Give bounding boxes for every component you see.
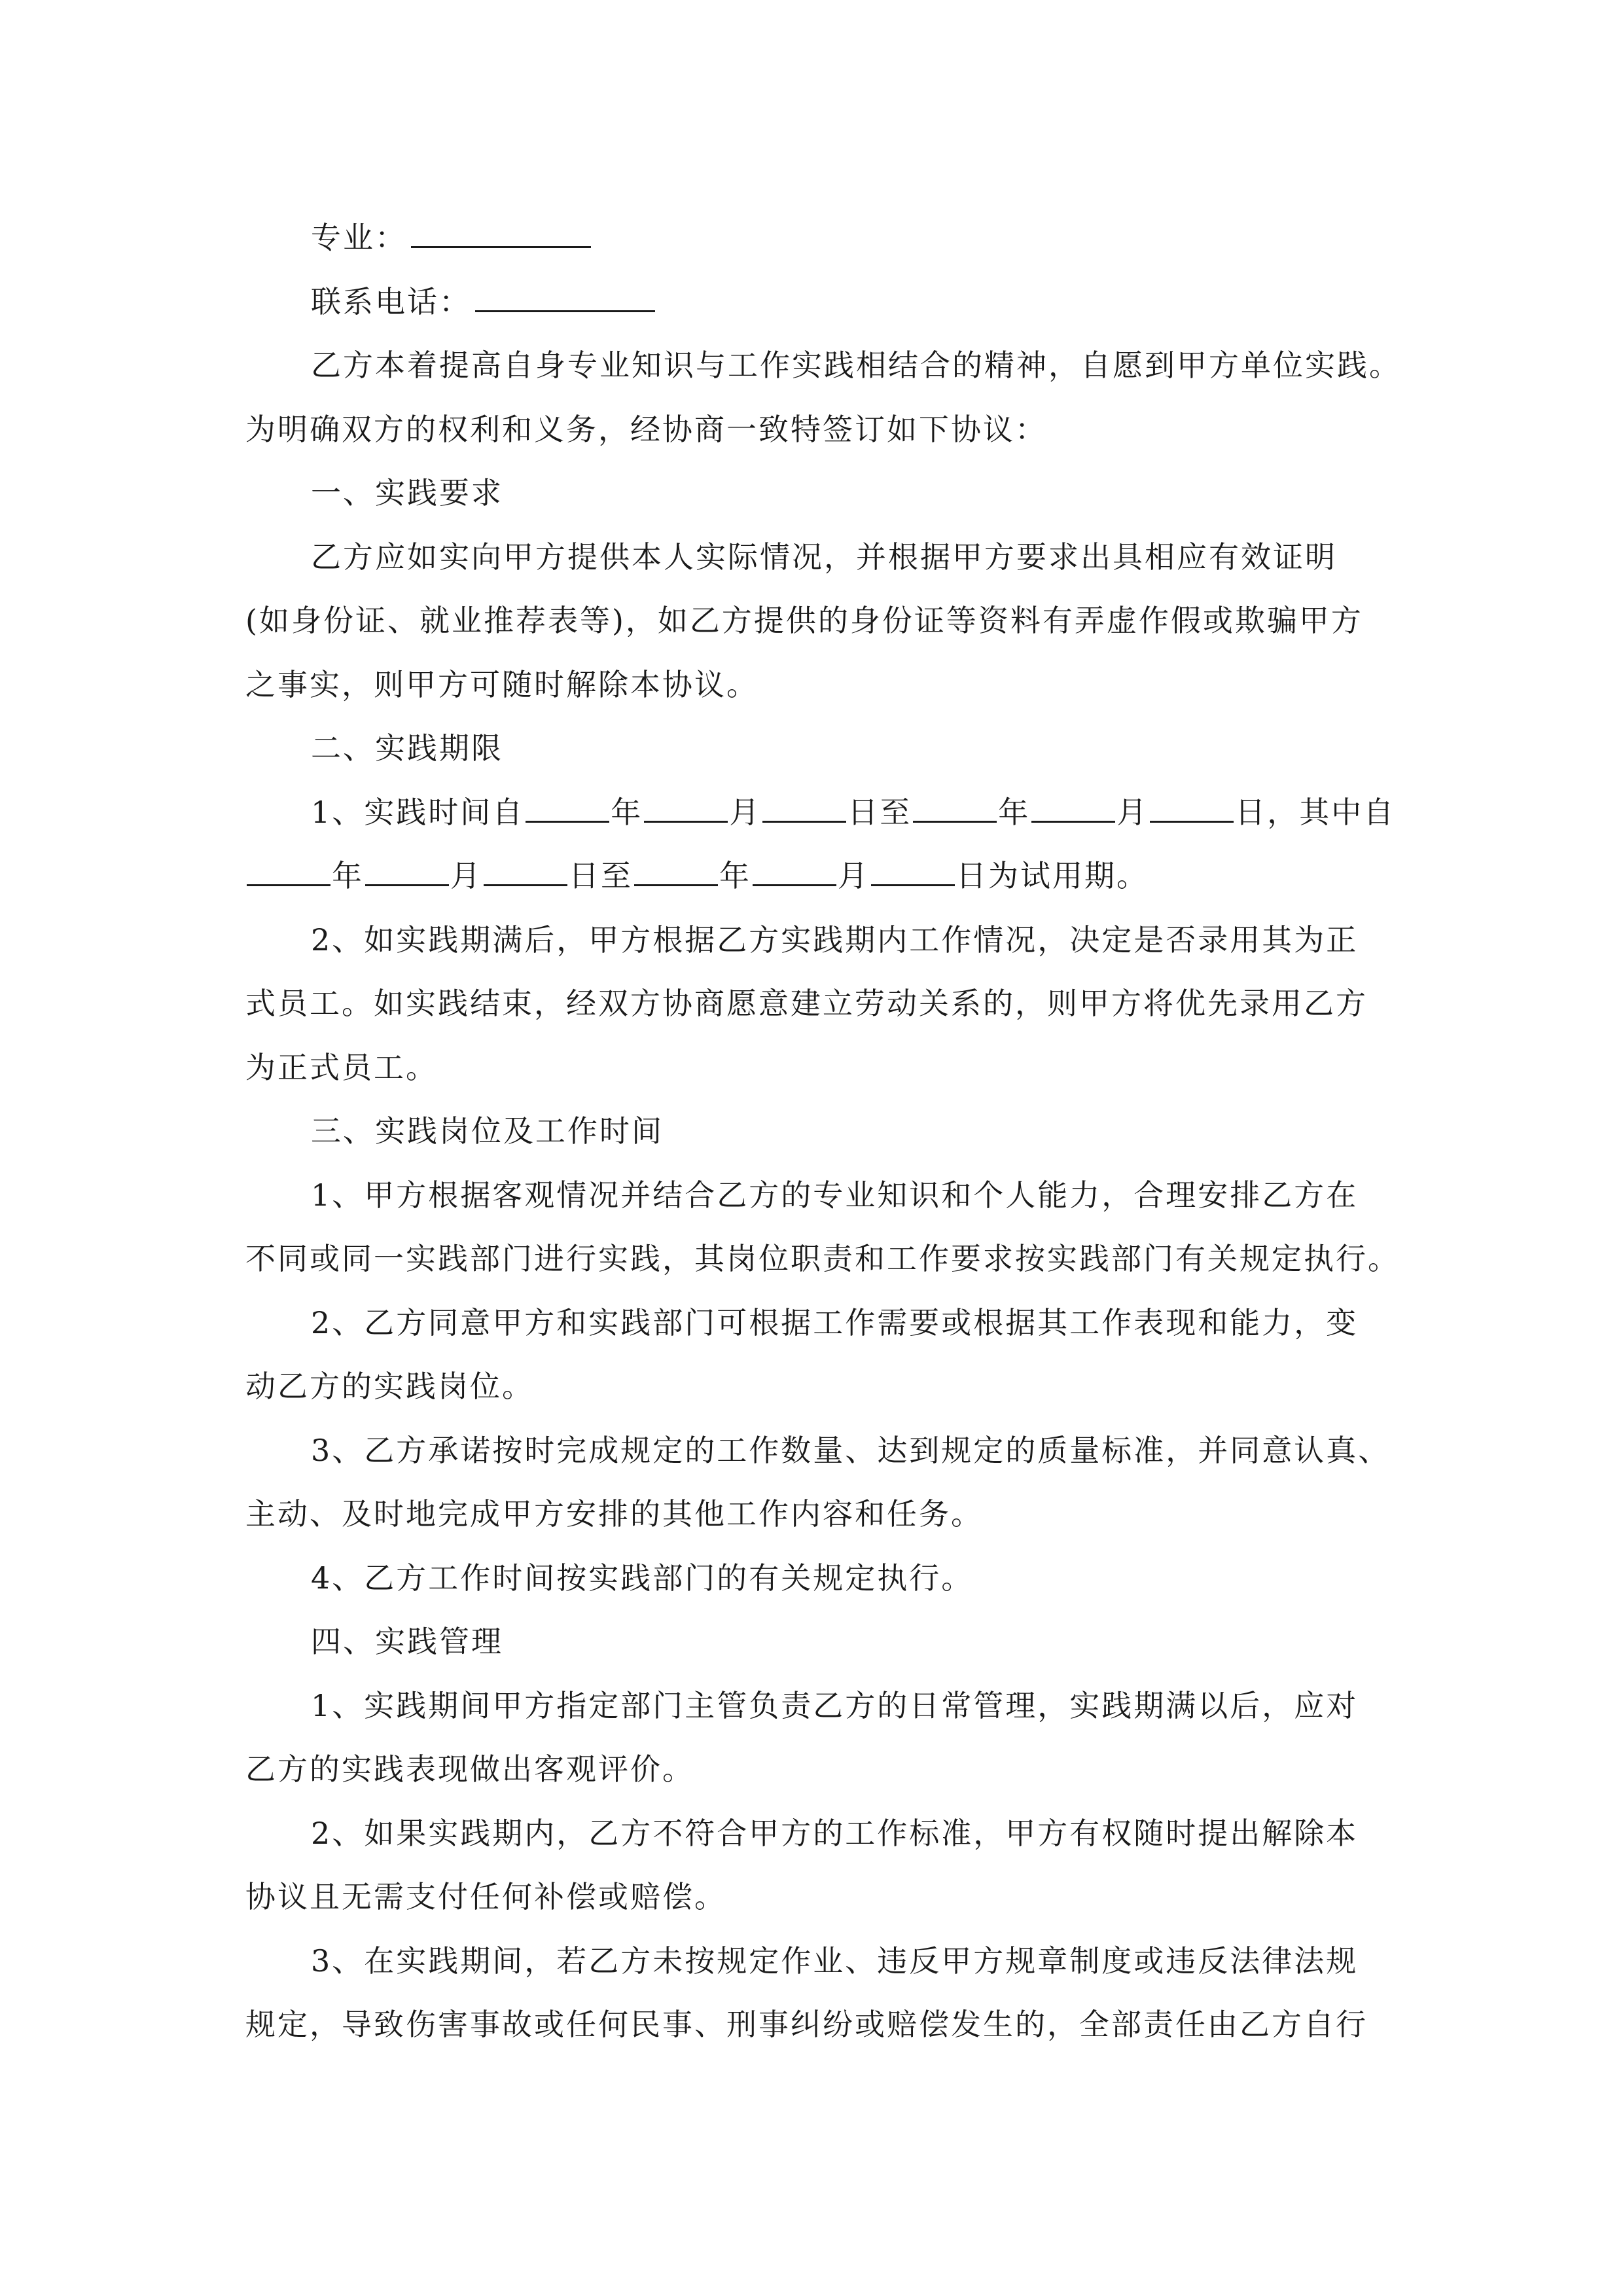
year-label: 年 <box>611 794 643 830</box>
month-label: 月 <box>450 858 482 893</box>
date-blank <box>644 788 728 823</box>
month-label: 月 <box>729 794 762 830</box>
section-3-item-3-line-2: 主动、及时地完成甲方安排的其他工作内容和任务。 <box>245 1496 983 1532</box>
day-to-label: 日至 <box>847 794 912 830</box>
section-4-item-2-line-1: 2、如果实践期内，乙方不符合甲方的工作标准，甲方有权随时提出解除本 <box>311 1815 1359 1851</box>
section-2-item-2-line-1: 2、如实践期满后，甲方根据乙方实践期内工作情况，决定是否录用其为正 <box>311 922 1359 958</box>
year-label: 年 <box>998 794 1031 830</box>
section-1-p1-line-2: (如身份证、就业推荐表等)，如乙方提供的身份证等资料有弄虚作假或欺骗甲方 <box>245 603 1363 638</box>
section-3-item-4: 4、乙方工作时间按实践部门的有关规定执行。 <box>311 1560 974 1596</box>
section-1-p1-line-1: 乙方应如实向甲方提供本人实际情况，并根据甲方要求出具相应有效证明 <box>311 539 1337 575</box>
date-blank <box>753 852 836 886</box>
date-blank <box>762 788 846 823</box>
section-3-heading: 三、实践岗位及工作时间 <box>311 1113 664 1149</box>
section-4-item-3-line-1: 3、在实践期间，若乙方未按规定作业、违反甲方规章制度或违反法律法规 <box>311 1943 1359 1979</box>
year-label: 年 <box>332 858 364 893</box>
date-blank <box>247 852 330 886</box>
section-3-item-3-line-1: 3、乙方承诺按时完成规定的工作数量、达到规定的质量标准，并同意认真、 <box>311 1432 1391 1468</box>
section-1-heading: 一、实践要求 <box>311 475 503 511</box>
section-3-item-2-line-2: 动乙方的实践岗位。 <box>245 1369 534 1404</box>
section-4-item-1-line-1: 1、实践期间甲方指定部门主管负责乙方的日常管理，实践期满以后，应对 <box>311 1687 1359 1723</box>
date-blank <box>365 852 449 886</box>
period-prefix: 1、实践时间自 <box>311 794 525 830</box>
section-4-item-1-line-2: 乙方的实践表现做出客观评价。 <box>245 1751 694 1787</box>
date-blank <box>1031 788 1115 823</box>
major-blank <box>411 213 591 248</box>
month-label: 月 <box>838 858 870 893</box>
section-2-heading: 二、实践期限 <box>311 730 503 766</box>
section-2-item-1-line-1 <box>245 781 1396 845</box>
probation-label: 日为试用期。 <box>956 858 1149 893</box>
date-blank <box>913 788 997 823</box>
section-2-item-2-line-3: 为正式员工。 <box>245 1049 438 1085</box>
phone-label: 联系电话： <box>311 283 471 319</box>
major-label: 专业： <box>311 220 407 255</box>
intro-line-1: 乙方本着提高自身专业知识与工作实践相结合的精神，自愿到甲方单位实践。 <box>311 348 1401 383</box>
date-blank <box>634 852 718 886</box>
intro-line-2: 为明确双方的权利和义务，经协商一致特签订如下协议： <box>245 411 1047 447</box>
phone-blank <box>475 278 655 312</box>
section-4-item-3-line-2: 规定，导致伤害事故或任何民事、刑事纠纷或赔偿发生的，全部责任由乙方自行 <box>245 2007 1368 2042</box>
year-label: 年 <box>719 858 751 893</box>
major-field-row <box>245 206 1384 270</box>
date-blank <box>526 788 609 823</box>
section-3-item-1-line-1: 1、甲方根据客观情况并结合乙方的专业知识和个人能力，合理安排乙方在 <box>311 1177 1359 1213</box>
date-blank <box>1150 788 1234 823</box>
agreement-body <box>245 206 1401 2057</box>
phone-field-row <box>245 270 1384 334</box>
day-mid-label: 日，其中自 <box>1235 794 1396 830</box>
section-4-heading: 四、实践管理 <box>311 1624 503 1659</box>
month-label: 月 <box>1116 794 1149 830</box>
section-4-item-2-line-2: 协议且无需支付任何补偿或赔偿。 <box>245 1879 726 1914</box>
section-2-item-1-line-2 <box>245 844 1384 908</box>
section-2-item-2-line-2: 式员工。如实践结束，经双方协商愿意建立劳动关系的，则甲方将优先录用乙方 <box>245 986 1368 1021</box>
section-3-item-1-line-2: 不同或同一实践部门进行实践，其岗位职责和工作要求按实践部门有关规定执行。 <box>245 1241 1400 1276</box>
date-blank <box>871 852 955 886</box>
day-to-label: 日至 <box>569 858 633 893</box>
date-blank <box>484 852 567 886</box>
section-3-item-2-line-1: 2、乙方同意甲方和实践部门可根据工作需要或根据其工作表现和能力，变 <box>311 1304 1359 1340</box>
section-1-p1-line-3: 之事实，则甲方可随时解除本协议。 <box>245 666 758 702</box>
